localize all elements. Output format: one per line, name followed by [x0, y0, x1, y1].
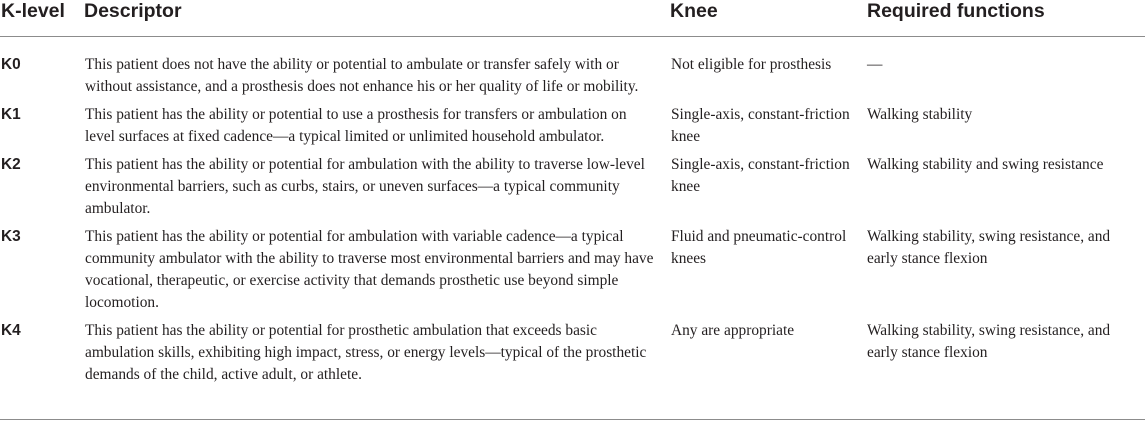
k-level-cell: K2 — [1, 156, 21, 173]
knee-cell: Fluid and pneumatic-control knees — [671, 228, 847, 267]
table-body — [0, 37, 1145, 390]
k-level-cell: K0 — [1, 56, 21, 73]
required-functions-cell: Walking stability, swing resistance, and early stance flexion — [867, 322, 1111, 361]
descriptor-cell: This patient has the ability or potential for prosthetic ambulation that exceeds basic ambulation skills, exhibiting high impact, stress, or energy levels—typical of the prosthetic demands of the child, active adult, or athlete. — [85, 322, 647, 383]
table-header — [0, 0, 1145, 37]
required-functions-cell: — — [867, 56, 883, 73]
descriptor-cell: This patient has the ability or potential for ambulation with variable cadence—a typical community ambulator with the ability to traverse most environmental barriers and may have vocational, therapeutic, or exercise activity that demands prosthetic use beyond simple locomotion. — [85, 228, 654, 311]
required-functions-cell: Walking stability and swing resistance — [867, 156, 1104, 173]
k-level-cell: K4 — [1, 322, 21, 339]
knee-cell: Single-axis, constant-friction knee — [671, 156, 850, 195]
required-functions-cell: Walking stability, swing resistance, and early stance flexion — [867, 228, 1111, 267]
knee-cell: Any are appropriate — [671, 322, 795, 339]
header-row — [0, 0, 1145, 37]
knee-cell: Single-axis, constant-friction knee — [671, 106, 850, 145]
k-level-cell: K1 — [1, 106, 21, 123]
header-k-level: K-level — [0, 0, 82, 37]
descriptor-cell: This patient has the ability or potential to use a prosthesis for transfers or ambulation on level surfaces at fixed cadence—a typical limited or unlimited household ambulator. — [85, 106, 627, 145]
table-row — [0, 101, 1145, 151]
header-knee: Knee — [668, 0, 865, 37]
descriptor-cell: This patient does not have the ability or potential to ambulate or transfer safely with or without assistance, and a prosthesis does not enhance his or her quality of life or mobility. — [85, 56, 639, 95]
header-required-functions: Required functions — [865, 0, 1145, 37]
table-row — [0, 37, 1145, 102]
table-bottom-rule — [0, 419, 1145, 420]
table-row — [0, 317, 1145, 389]
knee-cell: Not eligible for prosthesis — [671, 56, 832, 73]
table-row — [0, 223, 1145, 317]
descriptor-cell: This patient has the ability or potential for ambulation with the ability to traverse low-level environmental barriers, such as curbs, stairs, or uneven surfaces—a typical community ambulator. — [85, 156, 645, 217]
k-level-cell: K3 — [1, 228, 21, 245]
table-row — [0, 151, 1145, 223]
required-functions-cell: Walking stability — [867, 106, 973, 123]
header-descriptor: Descriptor — [82, 0, 668, 37]
